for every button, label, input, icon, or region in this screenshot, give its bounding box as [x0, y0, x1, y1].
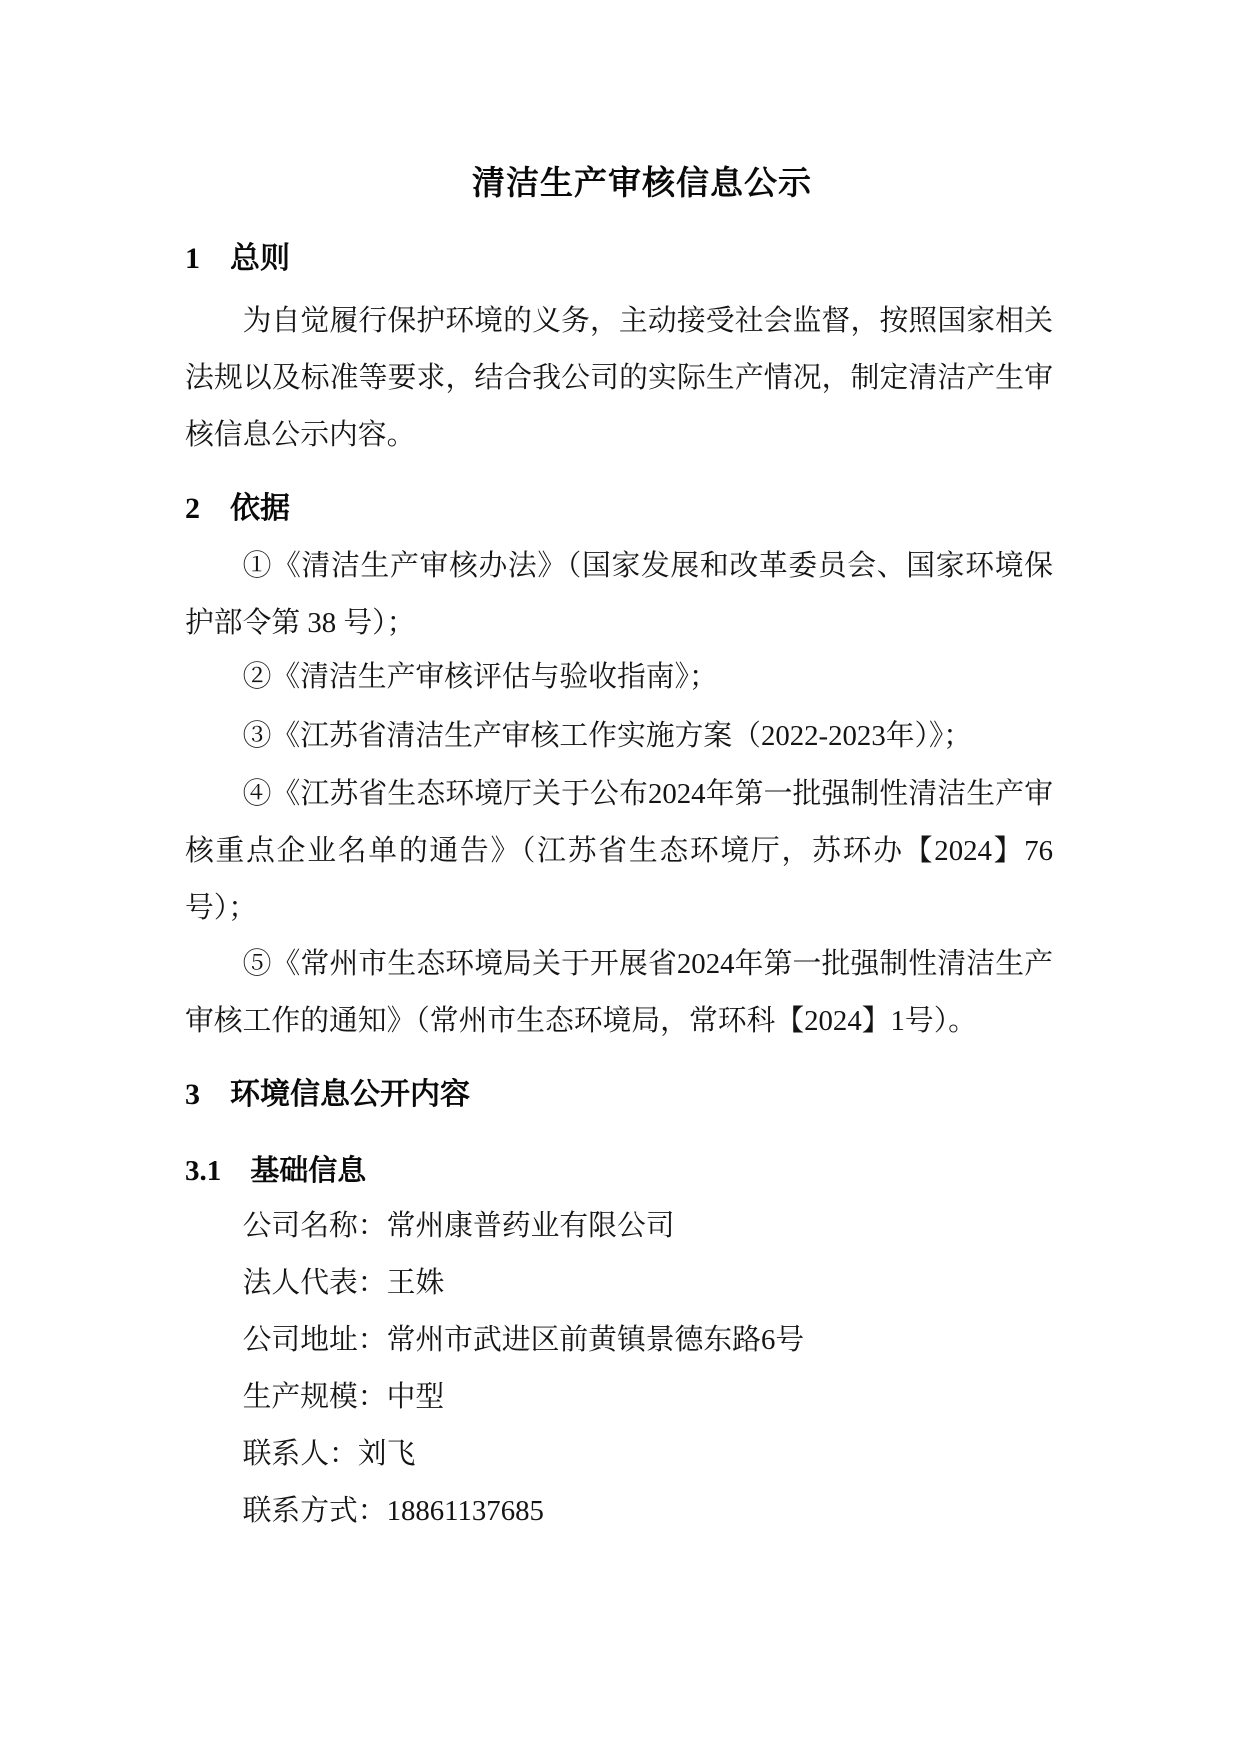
legal-representative-line: 法人代表：王姝	[242, 1267, 445, 1299]
text-line: ②《清洁生产审核评估与验收指南》；	[242, 661, 718, 693]
basic-info-list	[185, 1198, 1053, 1540]
text-line: 号）；	[185, 892, 257, 924]
text-line: ①《清洁生产审核办法》（国家发展和改革委员会、国家环境保	[242, 550, 1053, 582]
section-2-heading: 2 依据	[185, 492, 290, 525]
document-title: 清洁生产审核信息公示	[472, 166, 812, 202]
text-line: 护部令第 38 号）；	[185, 607, 416, 639]
text-line: 为自觉履行保护环境的义务，主动接受社会监督，按照国家相关	[242, 305, 1053, 337]
company-name-line: 公司名称：常州康普药业有限公司	[242, 1210, 675, 1242]
section-3-heading: 3 环境信息公开内容	[185, 1078, 470, 1111]
reference-item-2	[185, 649, 1053, 706]
contact-person-line: 联系人：刘飞	[242, 1438, 416, 1470]
section-1-paragraph	[185, 293, 1053, 464]
text-line: ④《江苏省生态环境厅关于公布2024年第一批强制性清洁生产审	[242, 778, 1053, 810]
text-line: 法规以及标准等要求，结合我公司的实际生产情况，制定清洁产生审	[185, 362, 1053, 394]
section-3-1-heading: 3.1 基础信息	[185, 1155, 367, 1187]
text-line: 核重点企业名单的通告》（江苏省生态环境厅，苏环办【2024】76	[185, 835, 1053, 867]
reference-item-3	[185, 708, 1053, 765]
company-address-line: 公司地址：常州市武进区前黄镇景德东路6号	[242, 1324, 805, 1356]
reference-item-5	[185, 936, 1053, 1050]
text-line: 核信息公示内容。	[185, 419, 416, 451]
production-scale-line: 生产规模：中型	[242, 1381, 445, 1413]
text-line: ③《江苏省清洁生产审核工作实施方案（2022-2023年）》；	[242, 720, 973, 752]
contact-phone-line: 联系方式：18861137685	[242, 1495, 544, 1527]
reference-item-1	[185, 538, 1053, 652]
reference-item-4	[185, 766, 1053, 937]
text-line: ⑤《常州市生态环境局关于开展省2024年第一批强制性清洁生产	[242, 948, 1053, 980]
text-line: 审核工作的通知》（常州市生态环境局，常环科【2024】1号）。	[185, 1005, 977, 1037]
section-1-heading: 1 总则	[185, 242, 290, 275]
